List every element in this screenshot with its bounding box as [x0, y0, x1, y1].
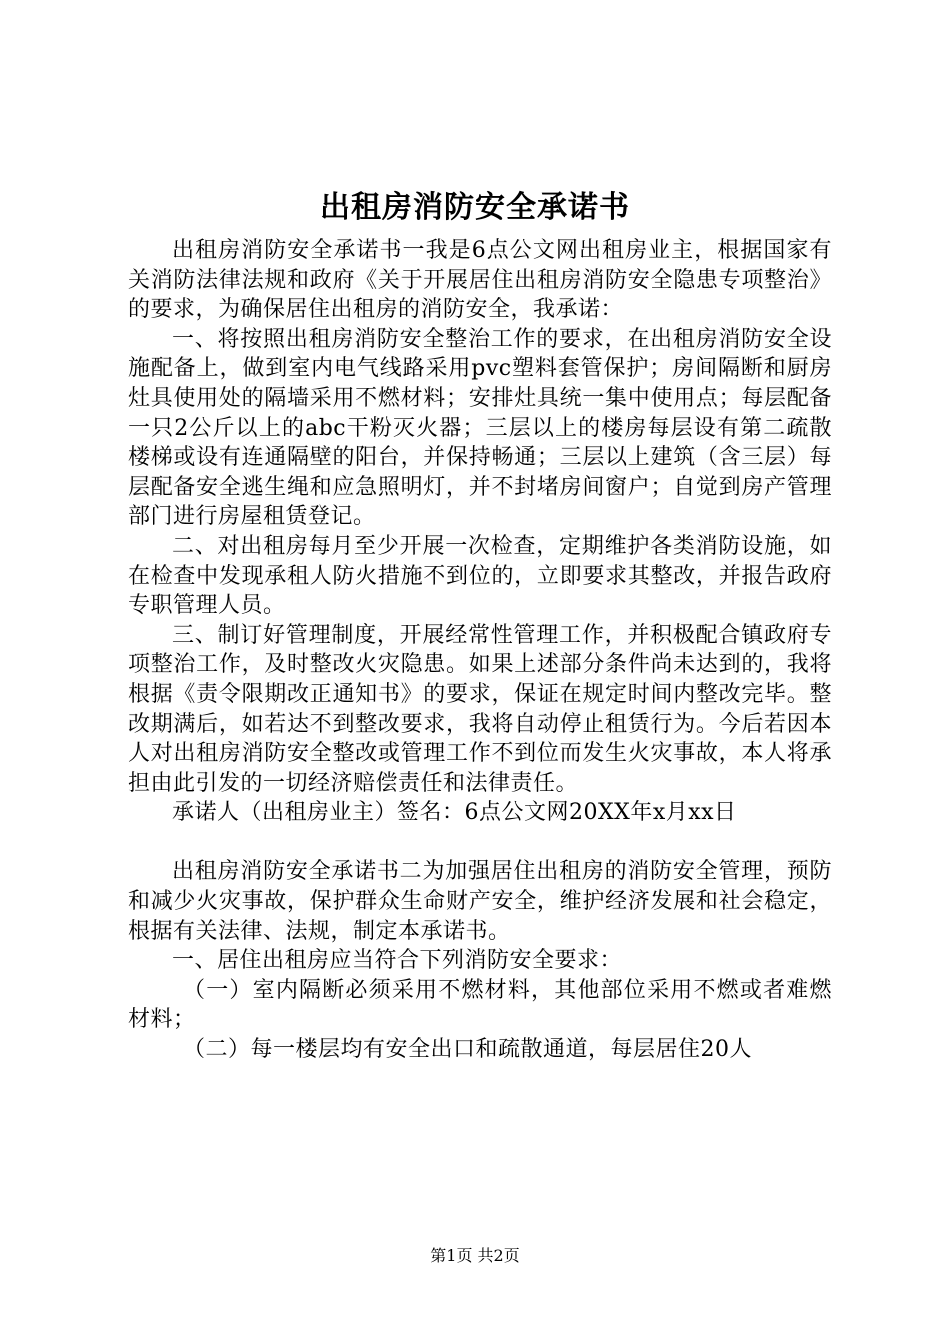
document-title: 出租房消防安全承诺书: [320, 190, 630, 225]
paragraph-subitem-1: （一）室内隔断必须采用不燃材料，其他部位采用不燃或者难燃材料；: [128, 977, 832, 1033]
page-indicator: 第1页 共2页: [430, 1246, 520, 1265]
blank-line: [128, 828, 832, 858]
paragraph-intro-2: 出租房消防安全承诺书二为加强居住出租房的消防安全管理，预防和减少火灾事故，保护群众生命财产安全，维护经济发展和社会稳定，根据有关法律、法规，制定本承诺书。: [128, 859, 832, 944]
paragraph-section-1: 一、居住出租房应当符合下列消防安全要求：: [172, 948, 623, 974]
signature-line: 承诺人（出租房业主）签名：6点公文网20XX年x月xx日: [172, 800, 737, 826]
paragraph-item-2: 二、对出租房每月至少开展一次检查，定期维护各类消防设施，如在检查中发现承租人防火措施不到位的，立即要求其整改，并报告政府专职管理人员。: [128, 533, 832, 619]
paragraph-intro-1: 出租房消防安全承诺书一我是6点公文网出租房业主，根据国家有关消防法律法规和政府《关于开展居住出租房消防安全隐患专项整治》的要求，为确保居住出租房的消防安全，我承诺：: [128, 238, 832, 323]
paragraph-item-1: 一、将按照出租房消防安全整治工作的要求，在出租房消防安全设施配备上，做到室内电气线路采用pvc塑料套管保护；房间隔断和厨房灶具使用处的隔墙采用不燃材料；安排灶具统一集中使用点；每层配备一只2公斤以上的abc干粉灭火器；三层以上的楼房每层设有第二疏散楼梯或设有连通隔壁的阳台，并保持畅通；三层以上建筑（含三层）每层配备安全逃生绳和应急照明灯，并不封堵房间窗户；自觉到房产管理部门进行房屋租赁登记。: [128, 326, 832, 530]
document-body: [128, 236, 832, 1065]
paragraph-item-3: 三、制订好管理制度，开展经常性管理工作，并积极配合镇政府专项整治工作，及时整改火灾隐患。如果上述部分条件尚未达到的，我将根据《责令限期改正通知书》的要求，保证在规定时间内整改完毕。整改期满后，如若达不到整改要求，我将自动停止租赁行为。今后若因本人对出租房消防安全整改或管理工作不到位而发生火灾事故，本人将承担由此引发的一切经济赔偿责任和法律责任。: [128, 622, 832, 796]
paragraph-subitem-2: （二）每一楼层均有安全出口和疏散通道，每层居住20人: [183, 1037, 752, 1063]
